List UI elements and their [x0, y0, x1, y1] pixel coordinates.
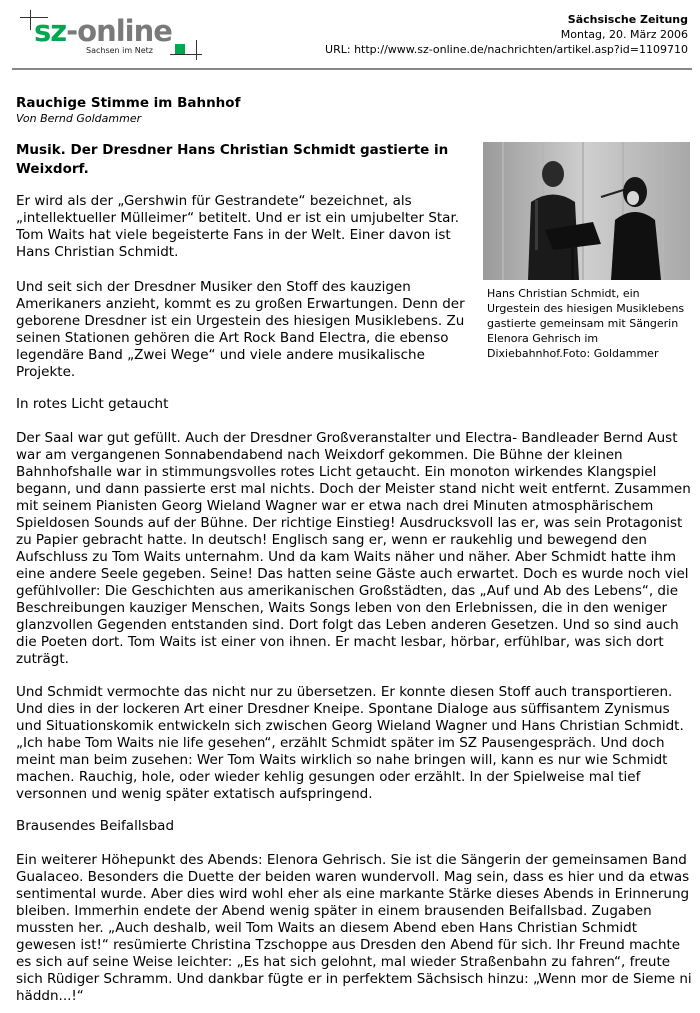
publication-info — [325, 12, 688, 57]
logo-wordmark: sz-online — [34, 14, 172, 48]
page-header — [0, 0, 700, 70]
paragraph: Der Saal war gut gefüllt. Auch der Dresdner Großveranstalter und Electra- Bandleader Bernd Aust war am vergangenen Sonnabendabend nach Weixdorf gekommen. Die Bühne der kleinen Bahnhofshalle war in stimmungsvolles rotes Licht getaucht. Ein monoton wirkendes Klangspiel begann, und dann passierte erst mal nichts. Doch der Meister stand nicht weit entfernt. Zusammen mit seinem Pianisten Georg Wieland Wagner war er etwa nach drei Minuten atmosphärischem Spieldosen Sounds auf der Bühne. Der richtige Einstieg! Ausdrucksvoll las er, was sein Protagonist zu Papier gebracht hatte. In deutsch! Englisch sang er, wenn er raukehlig und bewegend den Aufschluss zu Tom Waits unternahm. Und da kam Waits näher und näher. Aber Schmidt hatte ihm eine andere Seele gegeben. Seine! Das hatten seine Gäste auch erwartet. Doch es wurde noch viel gefühlvoller: Die Geschichten aus amerikanischen Großstädten, das „Auf und Ab des Lebens“, die Beschreibungen kauziger Menschen, Waits Songs leben von den Erlebnissen, die in den weniger glanzvollen Gegenden entstanden sind. Dort folgt das Leben anderen Gesetzen. Und so sind auch die Poeten dort. Tom Waits ist einer von ihnen. Er macht lesbar, hörbar, erfühlbar, was sich dort zuträgt. — [16, 430, 691, 667]
subheading: Brausendes Beifallsbad — [16, 818, 175, 834]
article-lead: Musik. Der Dresdner Hans Christian Schmidt gastierte in Weixdorf. — [16, 142, 449, 177]
paragraph: Und Schmidt vermochte das nicht nur zu übersetzen. Er konnte diesen Stoff auch transportieren. Und dies in der lockeren Art einer Dresdner Kneipe. Spontane Dialoge aus süffisantem Zynismus und Situationskomik entwickeln sich zwischen Georg Wieland Wagner und Hans Christian Schmidt. „Ich habe Tom Waits nie life gesehen“, erzählt Schmidt später im SZ Pausengespräch. Und doch meint man beim zusehen: Wer Tom Waits wirklich so nahe bringen will, kann es nur wie Schmidt machen. Rauchig, hole, oder wieder kehlig gesungen oder erzählt. In der Spielweise mal tief versonnen und wenig später extatisch aufspringend. — [16, 684, 684, 802]
header-divider — [12, 68, 692, 70]
article-photo — [483, 142, 690, 280]
logo-tagline: Sachsen im Netz — [86, 46, 153, 55]
logo-crosshair-v — [30, 10, 31, 30]
logo-crosshair-v2 — [196, 40, 197, 60]
article-byline: Von Bernd Goldammer — [16, 112, 142, 125]
paragraph: Ein weiterer Höhepunkt des Abends: Elenora Gehrisch. Sie ist die Sängerin der gemeinsamen Band Gualaceo. Besonders die Duette der beiden waren wundervoll. Mag sein, dass es hier und da etwas sentimental wurde. Aber dies wird wohl eher als eine markante Stärke dieses Abends in Erinnerung bleiben. Immerhin endete der Abend wenig später in einem brausenden Beifallsbad. Zugaben mussten her. „Auch deshalb, weil Tom Waits an diesem Abend eben Hans Christian Schmidt gewesen ist!“ resümierte Christina Tzschoppe aus Dresden den Abend für sich. Ihr Freund machte es sich auf seine Weise leichter: „Es hat sich gelohnt, mal wieder Straßenbahn zu fahren“, freute sich Rüdiger Schramm. Und dankbar fügte er in perfektem Sächsisch hinzu: „Wenn mor de Sieme ni häddn...!“ — [16, 852, 692, 1004]
paragraph: Und seit sich der Dresdner Musiker den Stoff des kauzigen Amerikaners anzieht, kommt es zu großen Erwartungen. Denn der geborene Dresdner ist ein Urgestein des hiesigen Musiklebens. Zu seinen Stationen gehören die Art Rock Band Electra, die ebenso legendäre Band „Zwei Wege“ und viele andere musikalische Projekte. — [16, 279, 465, 380]
publication-name: Sächsische Zeitung — [567, 13, 688, 26]
paragraph: Er wird als der „Gershwin für Gestrandete“ bezeichnet, als „intellektueller Mülleimer“ betitelt. Und er ist ein umjubelter Star. Tom Waits hat viele begeisterte Fans in der Welt. Einer davon ist Hans Christian Schmidt. — [16, 193, 460, 260]
sz-online-logo[interactable] — [20, 10, 205, 58]
publication-date: Montag, 20. März 2006 — [560, 28, 688, 41]
concert-photo-illustration — [483, 142, 690, 280]
photo-caption: Hans Christian Schmidt, ein Urgestein des hiesigen Musiklebens gastierte gemeinsam mit Sängerin Elenora Gehrisch im Dixiebahnhof.Foto: Goldammer — [487, 287, 685, 360]
logo-green-square — [175, 44, 185, 54]
article-url[interactable]: URL: http://www.sz-online.de/nachrichten/artikel.asp?id=1109710 — [325, 43, 688, 56]
article-title: Rauchige Stimme im Bahnhof — [16, 95, 241, 111]
subheading: In rotes Licht getaucht — [16, 396, 169, 412]
logo-crosshair-h2 — [170, 54, 202, 55]
